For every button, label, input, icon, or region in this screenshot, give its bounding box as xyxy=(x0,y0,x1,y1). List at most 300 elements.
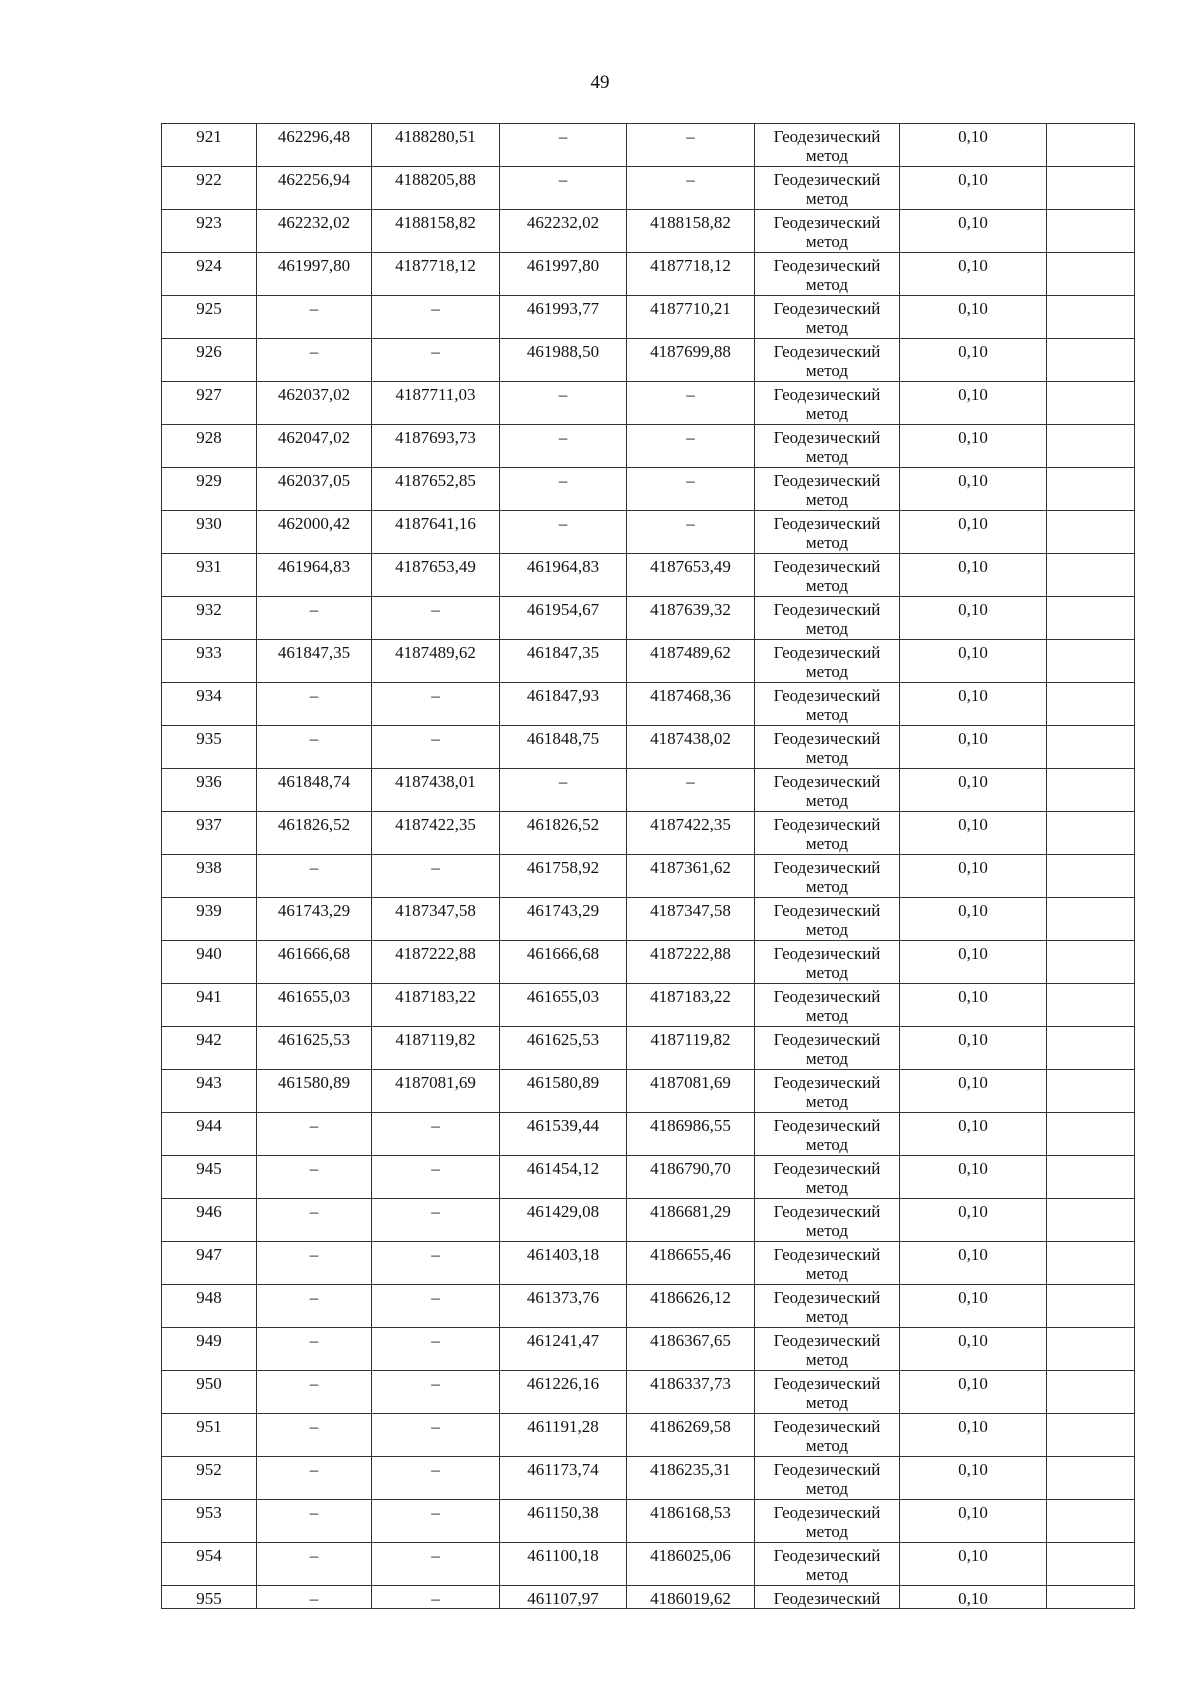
method-line2: метод xyxy=(805,1049,849,1068)
method-line1: Геодезический xyxy=(773,514,881,533)
existing-x-cell xyxy=(257,640,372,683)
cell-value: 4186168,53 xyxy=(650,1503,731,1522)
existing-y-cell xyxy=(372,511,500,554)
method-line2: метод xyxy=(805,447,849,466)
blank-cell xyxy=(1047,769,1135,812)
cell-value: 4187438,02 xyxy=(650,729,731,748)
accuracy-cell xyxy=(900,855,1047,898)
existing-y-cell xyxy=(372,339,500,382)
existing-y-cell xyxy=(372,769,500,812)
method-line2: метод xyxy=(805,189,849,208)
existing-y-cell xyxy=(372,726,500,769)
accuracy-cell xyxy=(900,1371,1047,1414)
blank-cell xyxy=(1047,1586,1135,1609)
point-number-cell xyxy=(162,1156,257,1199)
cell-value: – xyxy=(558,772,568,791)
method-cell xyxy=(755,1457,900,1500)
method-line2: метод xyxy=(805,1307,849,1326)
method-cell xyxy=(755,1199,900,1242)
existing-x-cell xyxy=(257,1027,372,1070)
accuracy-cell xyxy=(900,167,1047,210)
refined-y-cell xyxy=(627,984,755,1027)
point-number-cell xyxy=(162,769,257,812)
cell-value: 461107,97 xyxy=(527,1589,599,1608)
existing-x-cell xyxy=(257,984,372,1027)
cell-value: 0,10 xyxy=(958,1546,988,1565)
method-line1: Геодезический xyxy=(773,428,881,447)
cell-value: – xyxy=(558,127,568,146)
accuracy-cell xyxy=(900,769,1047,812)
existing-y-cell xyxy=(372,1113,500,1156)
table-row xyxy=(162,726,1135,769)
cell-value: – xyxy=(309,1202,319,1221)
cell-value: 4187119,82 xyxy=(395,1030,476,1049)
table-row xyxy=(162,898,1135,941)
existing-y-cell xyxy=(372,597,500,640)
cell-value: 949 xyxy=(196,1331,222,1350)
cell-value: 461403,18 xyxy=(526,1245,600,1264)
accuracy-cell xyxy=(900,683,1047,726)
refined-y-cell xyxy=(627,1285,755,1328)
cell-value: – xyxy=(431,1245,440,1264)
cell-value: – xyxy=(431,1288,440,1307)
refined-y-cell xyxy=(627,1500,755,1543)
existing-x-cell xyxy=(257,1113,372,1156)
accuracy-cell xyxy=(900,253,1047,296)
cell-value: 4187468,36 xyxy=(650,686,731,705)
cell-value: 0,10 xyxy=(958,1116,988,1135)
cell-value: 4187699,88 xyxy=(650,342,731,361)
existing-y-cell xyxy=(372,382,500,425)
cell-value: 4187222,88 xyxy=(395,944,476,963)
cell-value: 4187653,49 xyxy=(650,557,731,576)
point-number-cell xyxy=(162,812,257,855)
cell-value: 4187119,82 xyxy=(650,1030,731,1049)
cell-value: – xyxy=(309,1116,319,1135)
table-row xyxy=(162,984,1135,1027)
existing-y-cell xyxy=(372,1414,500,1457)
method-line1: Геодезический xyxy=(773,1159,881,1178)
point-number-cell xyxy=(162,1371,257,1414)
method-line1: Геодезический xyxy=(773,901,881,920)
accuracy-cell xyxy=(900,941,1047,984)
existing-x-cell xyxy=(257,1457,372,1500)
cell-value: 461454,12 xyxy=(526,1159,600,1178)
method-line1: Геодезический xyxy=(773,1589,881,1608)
refined-x-cell xyxy=(500,1113,627,1156)
cell-value: 461666,68 xyxy=(526,944,600,963)
cell-value: 461997,80 xyxy=(526,256,600,275)
table-row xyxy=(162,1285,1135,1328)
cell-value: – xyxy=(558,385,568,404)
cell-value: 0,10 xyxy=(958,342,988,361)
blank-cell xyxy=(1047,1070,1135,1113)
refined-x-cell xyxy=(500,425,627,468)
point-number-cell xyxy=(162,468,257,511)
cell-value: 930 xyxy=(196,514,222,533)
method-cell xyxy=(755,468,900,511)
existing-x-cell xyxy=(257,1500,372,1543)
point-number-cell xyxy=(162,1113,257,1156)
cell-value: 461743,29 xyxy=(526,901,600,920)
method-line2: метод xyxy=(805,275,849,294)
existing-y-cell xyxy=(372,1586,500,1609)
method-line2: метод xyxy=(805,1006,849,1025)
cell-value: 461826,52 xyxy=(277,815,351,834)
table-row xyxy=(162,296,1135,339)
cell-value: 461655,03 xyxy=(526,987,600,1006)
point-number-cell xyxy=(162,511,257,554)
point-number-cell xyxy=(162,1070,257,1113)
refined-x-cell xyxy=(500,640,627,683)
method-line2: метод xyxy=(805,1178,849,1197)
cell-value: – xyxy=(309,1417,319,1436)
blank-cell xyxy=(1047,898,1135,941)
cell-value: – xyxy=(686,127,695,146)
cell-value: 0,10 xyxy=(958,299,988,318)
point-number-cell xyxy=(162,1543,257,1586)
cell-value: – xyxy=(558,170,568,189)
cell-value: – xyxy=(309,1159,319,1178)
cell-value: 461847,35 xyxy=(277,643,351,662)
table-row xyxy=(162,640,1135,683)
refined-x-cell xyxy=(500,1414,627,1457)
cell-value: 4187711,03 xyxy=(395,385,476,404)
cell-value: 4187652,85 xyxy=(395,471,476,490)
cell-value: 462037,05 xyxy=(277,471,351,490)
existing-y-cell xyxy=(372,1371,500,1414)
existing-x-cell xyxy=(257,167,372,210)
accuracy-cell xyxy=(900,898,1047,941)
cell-value: 0,10 xyxy=(958,1202,988,1221)
existing-x-cell xyxy=(257,1156,372,1199)
table-row xyxy=(162,1543,1135,1586)
refined-y-cell xyxy=(627,468,755,511)
refined-y-cell xyxy=(627,898,755,941)
accuracy-cell xyxy=(900,124,1047,167)
cell-value: 4187489,62 xyxy=(395,643,476,662)
accuracy-cell xyxy=(900,1156,1047,1199)
method-line1: Геодезический xyxy=(773,1503,881,1522)
point-number-cell xyxy=(162,984,257,1027)
existing-y-cell xyxy=(372,1156,500,1199)
cell-value: 4186337,73 xyxy=(650,1374,731,1393)
existing-x-cell xyxy=(257,597,372,640)
blank-cell xyxy=(1047,1457,1135,1500)
cell-value: – xyxy=(686,772,695,791)
refined-x-cell xyxy=(500,124,627,167)
existing-y-cell xyxy=(372,468,500,511)
cell-value: – xyxy=(558,428,568,447)
refined-y-cell xyxy=(627,1156,755,1199)
cell-value: 0,10 xyxy=(958,385,988,404)
cell-value: 941 xyxy=(196,987,222,1006)
refined-y-cell xyxy=(627,210,755,253)
cell-value: – xyxy=(431,1116,440,1135)
existing-y-cell xyxy=(372,855,500,898)
cell-value: 4186025,06 xyxy=(650,1546,731,1565)
blank-cell xyxy=(1047,511,1135,554)
cell-value: 921 xyxy=(196,127,222,146)
refined-y-cell xyxy=(627,1414,755,1457)
cell-value: 0,10 xyxy=(958,514,988,533)
cell-value: 0,10 xyxy=(958,686,988,705)
refined-x-cell xyxy=(500,683,627,726)
table-row xyxy=(162,1199,1135,1242)
cell-value: 461580,89 xyxy=(526,1073,600,1092)
existing-y-cell xyxy=(372,941,500,984)
existing-x-cell xyxy=(257,339,372,382)
point-number-cell xyxy=(162,210,257,253)
table-row xyxy=(162,1156,1135,1199)
refined-x-cell xyxy=(500,1156,627,1199)
method-cell xyxy=(755,425,900,468)
blank-cell xyxy=(1047,468,1135,511)
cell-value: 4186626,12 xyxy=(650,1288,731,1307)
cell-value: – xyxy=(431,1546,440,1565)
point-number-cell xyxy=(162,382,257,425)
cell-value: 4188158,82 xyxy=(395,213,476,232)
method-cell xyxy=(755,1543,900,1586)
method-cell xyxy=(755,124,900,167)
table-row xyxy=(162,425,1135,468)
method-line2: метод xyxy=(805,146,849,165)
method-line2: метод xyxy=(805,1350,849,1369)
existing-y-cell xyxy=(372,124,500,167)
method-line2: метод xyxy=(805,748,849,767)
accuracy-cell xyxy=(900,210,1047,253)
table-row xyxy=(162,1500,1135,1543)
refined-y-cell xyxy=(627,855,755,898)
existing-x-cell xyxy=(257,425,372,468)
cell-value: 927 xyxy=(196,385,222,404)
blank-cell xyxy=(1047,210,1135,253)
cell-value: 943 xyxy=(196,1073,222,1092)
table-body xyxy=(162,124,1135,1609)
existing-y-cell xyxy=(372,425,500,468)
existing-x-cell xyxy=(257,253,372,296)
blank-cell xyxy=(1047,554,1135,597)
cell-value: 0,10 xyxy=(958,643,988,662)
method-line2: метод xyxy=(805,920,849,939)
method-cell xyxy=(755,296,900,339)
table-row xyxy=(162,941,1135,984)
refined-y-cell xyxy=(627,382,755,425)
cell-value: 933 xyxy=(196,643,222,662)
method-line2: метод xyxy=(805,619,849,638)
cell-value: – xyxy=(431,729,440,748)
cell-value: 461758,92 xyxy=(526,858,600,877)
cell-value: 4187438,01 xyxy=(395,772,476,791)
accuracy-cell xyxy=(900,1586,1047,1609)
refined-x-cell xyxy=(500,1371,627,1414)
method-line2: метод xyxy=(805,1092,849,1111)
existing-y-cell xyxy=(372,984,500,1027)
method-line2: метод xyxy=(805,318,849,337)
cell-value: 926 xyxy=(196,342,222,361)
existing-x-cell xyxy=(257,1414,372,1457)
cell-value: 925 xyxy=(196,299,222,318)
cell-value: – xyxy=(431,1331,440,1350)
existing-x-cell xyxy=(257,1543,372,1586)
method-line2: метод xyxy=(805,834,849,853)
cell-value: 461666,68 xyxy=(277,944,351,963)
accuracy-cell xyxy=(900,812,1047,855)
coordinates-table xyxy=(161,123,1135,1609)
cell-value: – xyxy=(686,428,695,447)
refined-y-cell xyxy=(627,253,755,296)
existing-x-cell xyxy=(257,769,372,812)
existing-y-cell xyxy=(372,683,500,726)
cell-value: 954 xyxy=(196,1546,222,1565)
blank-cell xyxy=(1047,1199,1135,1242)
refined-y-cell xyxy=(627,1027,755,1070)
method-line1: Геодезический xyxy=(773,729,881,748)
cell-value: 461539,44 xyxy=(526,1116,600,1135)
cell-value: 462047,02 xyxy=(277,428,351,447)
method-line1: Геодезический xyxy=(773,643,881,662)
cell-value: 0,10 xyxy=(958,1073,988,1092)
method-line2: метод xyxy=(805,490,849,509)
refined-x-cell xyxy=(500,941,627,984)
cell-value: 4186986,55 xyxy=(650,1116,731,1135)
method-cell xyxy=(755,1371,900,1414)
point-number-cell xyxy=(162,640,257,683)
table-row xyxy=(162,167,1135,210)
point-number-cell xyxy=(162,683,257,726)
existing-y-cell xyxy=(372,1199,500,1242)
accuracy-cell xyxy=(900,1113,1047,1156)
cell-value: 461954,67 xyxy=(526,600,600,619)
method-line1: Геодезический xyxy=(773,170,881,189)
cell-value: 4187639,32 xyxy=(650,600,731,619)
table-row xyxy=(162,1414,1135,1457)
accuracy-cell xyxy=(900,511,1047,554)
blank-cell xyxy=(1047,296,1135,339)
blank-cell xyxy=(1047,726,1135,769)
accuracy-cell xyxy=(900,1070,1047,1113)
accuracy-cell xyxy=(900,640,1047,683)
refined-y-cell xyxy=(627,339,755,382)
blank-cell xyxy=(1047,855,1135,898)
cell-value: 0,10 xyxy=(958,1030,988,1049)
cell-value: 4188205,88 xyxy=(395,170,476,189)
refined-y-cell xyxy=(627,769,755,812)
cell-value: 937 xyxy=(196,815,222,834)
method-line1: Геодезический xyxy=(773,858,881,877)
blank-cell xyxy=(1047,1543,1135,1586)
cell-value: 952 xyxy=(196,1460,222,1479)
blank-cell xyxy=(1047,124,1135,167)
existing-y-cell xyxy=(372,1242,500,1285)
accuracy-cell xyxy=(900,1027,1047,1070)
cell-value: 4186269,58 xyxy=(650,1417,731,1436)
cell-value: 461100,18 xyxy=(527,1546,599,1565)
method-line1: Геодезический xyxy=(773,944,881,963)
cell-value: 0,10 xyxy=(958,1417,988,1436)
cell-value: – xyxy=(431,1417,440,1436)
cell-value: – xyxy=(686,170,695,189)
method-line1: Геодезический xyxy=(773,385,881,404)
accuracy-cell xyxy=(900,1543,1047,1586)
existing-y-cell xyxy=(372,1500,500,1543)
cell-value: 0,10 xyxy=(958,1288,988,1307)
cell-value: 462037,02 xyxy=(277,385,351,404)
existing-y-cell xyxy=(372,1285,500,1328)
cell-value: 461993,77 xyxy=(526,299,600,318)
table-row xyxy=(162,683,1135,726)
page-number: 49 xyxy=(590,72,610,93)
refined-y-cell xyxy=(627,640,755,683)
point-number-cell xyxy=(162,597,257,640)
point-number-cell xyxy=(162,554,257,597)
accuracy-cell xyxy=(900,1199,1047,1242)
method-cell xyxy=(755,769,900,812)
refined-y-cell xyxy=(627,1371,755,1414)
cell-value: 0,10 xyxy=(958,858,988,877)
cell-value: 4186655,46 xyxy=(650,1245,731,1264)
table-row xyxy=(162,1027,1135,1070)
cell-value: – xyxy=(309,1331,319,1350)
existing-x-cell xyxy=(257,210,372,253)
refined-y-cell xyxy=(627,425,755,468)
table-row xyxy=(162,1328,1135,1371)
method-cell xyxy=(755,941,900,984)
existing-x-cell xyxy=(257,468,372,511)
method-cell xyxy=(755,339,900,382)
method-line2: метод xyxy=(805,963,849,982)
point-number-cell xyxy=(162,726,257,769)
table-row xyxy=(162,855,1135,898)
refined-x-cell xyxy=(500,210,627,253)
cell-value: 461429,08 xyxy=(526,1202,600,1221)
method-line1: Геодезический xyxy=(773,1245,881,1264)
method-cell xyxy=(755,1113,900,1156)
cell-value: 950 xyxy=(196,1374,222,1393)
existing-x-cell xyxy=(257,1285,372,1328)
accuracy-cell xyxy=(900,296,1047,339)
method-cell xyxy=(755,855,900,898)
point-number-cell xyxy=(162,253,257,296)
point-number-cell xyxy=(162,1242,257,1285)
existing-y-cell xyxy=(372,167,500,210)
cell-value: – xyxy=(686,471,695,490)
method-line1: Геодезический xyxy=(773,1030,881,1049)
table-row xyxy=(162,769,1135,812)
existing-y-cell xyxy=(372,210,500,253)
method-cell xyxy=(755,984,900,1027)
existing-y-cell xyxy=(372,812,500,855)
accuracy-cell xyxy=(900,1457,1047,1500)
cell-value: 4186019,62 xyxy=(650,1589,731,1608)
cell-value: 4187718,12 xyxy=(650,256,731,275)
cell-value: 931 xyxy=(196,557,222,576)
cell-value: – xyxy=(309,1589,319,1608)
cell-value: 4187347,58 xyxy=(650,901,731,920)
cell-value: 0,10 xyxy=(958,1159,988,1178)
cell-value: 462000,42 xyxy=(277,514,351,533)
table-row xyxy=(162,382,1135,425)
cell-value: 4186790,70 xyxy=(650,1159,731,1178)
cell-value: 4186367,65 xyxy=(650,1331,731,1350)
cell-value: – xyxy=(686,385,695,404)
method-cell xyxy=(755,898,900,941)
existing-x-cell xyxy=(257,1242,372,1285)
method-line1: Геодезический xyxy=(773,1116,881,1135)
table-row xyxy=(162,468,1135,511)
blank-cell xyxy=(1047,1027,1135,1070)
cell-value: 461226,16 xyxy=(526,1374,600,1393)
